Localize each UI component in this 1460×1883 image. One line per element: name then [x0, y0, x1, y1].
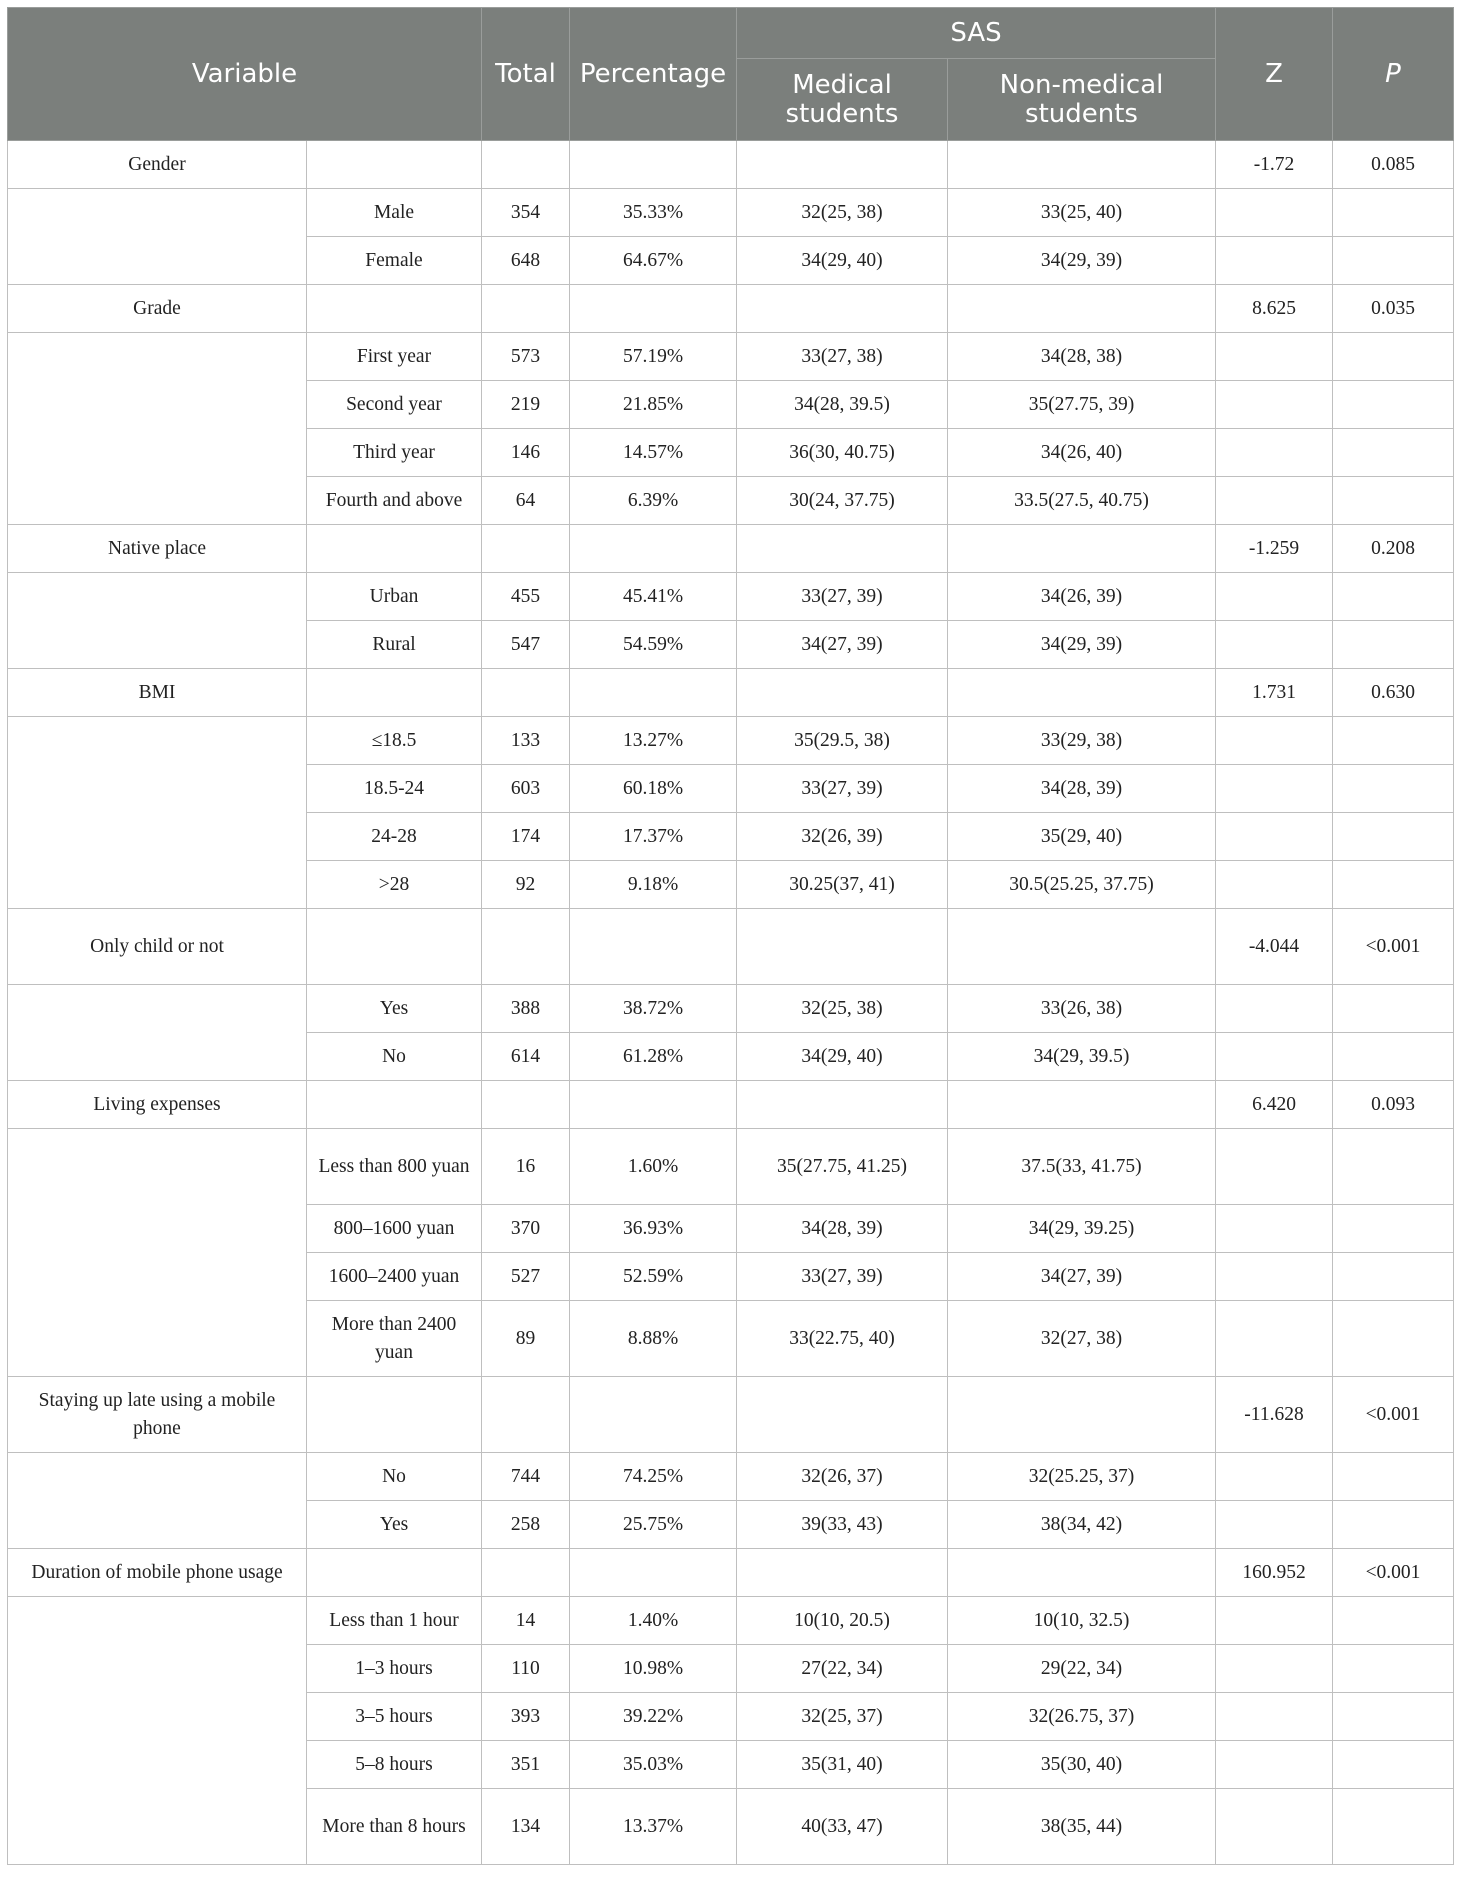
table-header: [8, 8, 1454, 141]
category-label: More than 2400 yuan: [307, 1301, 482, 1377]
total-cell: 92: [482, 861, 570, 909]
medical-sas-cell: 33(27, 38): [737, 333, 948, 381]
p-cell: [1333, 429, 1454, 477]
group-spacer-cell: [8, 717, 307, 909]
z-cell: [1216, 813, 1333, 861]
medical-sas-cell: 34(28, 39): [737, 1205, 948, 1253]
total-cell: 547: [482, 621, 570, 669]
category-label: Third year: [307, 429, 482, 477]
total-cell: 64: [482, 477, 570, 525]
nonmedical-sas-cell: 35(29, 40): [948, 813, 1216, 861]
nonmedical-sas-cell: 32(26.75, 37): [948, 1693, 1216, 1741]
percentage-cell: 64.67%: [570, 237, 737, 285]
category-label: Second year: [307, 381, 482, 429]
medical-sas-cell: 30(24, 37.75): [737, 477, 948, 525]
table-row: [8, 1597, 1454, 1645]
nonmedical-sas-cell: 35(30, 40): [948, 1741, 1216, 1789]
total-cell: 16: [482, 1129, 570, 1205]
p-cell: [1333, 813, 1454, 861]
total-cell: 603: [482, 765, 570, 813]
category-label: 1600–2400 yuan: [307, 1253, 482, 1301]
nonmedical-sas-cell: 38(34, 42): [948, 1501, 1216, 1549]
total-cell: 219: [482, 381, 570, 429]
nonmedical-sas-cell: 34(26, 40): [948, 429, 1216, 477]
medical-sas-cell: 32(25, 37): [737, 1693, 948, 1741]
nonmedical-sas-cell: 34(28, 38): [948, 333, 1216, 381]
z-cell: [1216, 333, 1333, 381]
group-row: [8, 141, 1454, 189]
header-medical-students: Medical students: [737, 59, 948, 141]
z-value: -1.72: [1216, 141, 1333, 189]
nonmedical-sas-cell: 33(29, 38): [948, 717, 1216, 765]
total-cell: 388: [482, 985, 570, 1033]
total-cell: 258: [482, 1501, 570, 1549]
nonmedical-sas-cell: 10(10, 32.5): [948, 1597, 1216, 1645]
group-label: Gender: [8, 141, 307, 189]
empty-cell: [948, 1549, 1216, 1597]
medical-sas-cell: 35(29.5, 38): [737, 717, 948, 765]
medical-sas-cell: 35(27.75, 41.25): [737, 1129, 948, 1205]
empty-cell: [570, 285, 737, 333]
p-value: 0.093: [1333, 1081, 1454, 1129]
empty-cell: [307, 1549, 482, 1597]
z-cell: [1216, 1693, 1333, 1741]
medical-sas-cell: 34(29, 40): [737, 1033, 948, 1081]
z-cell: [1216, 429, 1333, 477]
empty-cell: [570, 1377, 737, 1453]
nonmedical-sas-cell: 32(27, 38): [948, 1301, 1216, 1377]
empty-cell: [570, 1081, 737, 1129]
total-cell: 146: [482, 429, 570, 477]
p-value: <0.001: [1333, 909, 1454, 985]
nonmedical-sas-cell: 34(28, 39): [948, 765, 1216, 813]
empty-cell: [482, 141, 570, 189]
nonmedical-sas-cell: 34(29, 39): [948, 237, 1216, 285]
p-cell: [1333, 1741, 1454, 1789]
category-label: More than 8 hours: [307, 1789, 482, 1865]
p-cell: [1333, 1789, 1454, 1865]
percentage-cell: 36.93%: [570, 1205, 737, 1253]
nonmedical-sas-cell: 35(27.75, 39): [948, 381, 1216, 429]
category-label: Yes: [307, 1501, 482, 1549]
group-spacer-cell: [8, 573, 307, 669]
nonmedical-sas-cell: 34(29, 39.5): [948, 1033, 1216, 1081]
z-value: 6.420: [1216, 1081, 1333, 1129]
p-value: <0.001: [1333, 1377, 1454, 1453]
empty-cell: [737, 1377, 948, 1453]
empty-cell: [570, 141, 737, 189]
medical-sas-cell: 27(22, 34): [737, 1645, 948, 1693]
category-label: Male: [307, 189, 482, 237]
group-row: [8, 909, 1454, 985]
total-cell: 744: [482, 1453, 570, 1501]
percentage-cell: 14.57%: [570, 429, 737, 477]
header-non-medical-students: Non-medical students: [948, 59, 1216, 141]
medical-sas-cell: 10(10, 20.5): [737, 1597, 948, 1645]
z-cell: [1216, 1033, 1333, 1081]
percentage-cell: 17.37%: [570, 813, 737, 861]
z-cell: [1216, 237, 1333, 285]
percentage-cell: 45.41%: [570, 573, 737, 621]
nonmedical-sas-cell: 34(27, 39): [948, 1253, 1216, 1301]
percentage-cell: 25.75%: [570, 1501, 737, 1549]
empty-cell: [737, 669, 948, 717]
category-label: No: [307, 1033, 482, 1081]
empty-cell: [307, 285, 482, 333]
empty-cell: [737, 1549, 948, 1597]
sas-table-container: [7, 7, 1453, 1865]
z-cell: [1216, 189, 1333, 237]
percentage-cell: 61.28%: [570, 1033, 737, 1081]
empty-cell: [307, 1081, 482, 1129]
nonmedical-sas-cell: 33.5(27.5, 40.75): [948, 477, 1216, 525]
empty-cell: [948, 909, 1216, 985]
nonmedical-sas-cell: 38(35, 44): [948, 1789, 1216, 1865]
empty-cell: [482, 669, 570, 717]
empty-cell: [307, 669, 482, 717]
empty-cell: [948, 1081, 1216, 1129]
medical-sas-cell: 32(26, 37): [737, 1453, 948, 1501]
z-cell: [1216, 621, 1333, 669]
z-value: -1.259: [1216, 525, 1333, 573]
nonmedical-sas-cell: 34(29, 39.25): [948, 1205, 1216, 1253]
p-cell: [1333, 1253, 1454, 1301]
empty-cell: [737, 525, 948, 573]
empty-cell: [948, 285, 1216, 333]
medical-sas-cell: 34(28, 39.5): [737, 381, 948, 429]
category-label: 3–5 hours: [307, 1693, 482, 1741]
table-row: [8, 189, 1454, 237]
nonmedical-sas-cell: 37.5(33, 41.75): [948, 1129, 1216, 1205]
group-row: [8, 1549, 1454, 1597]
z-cell: [1216, 985, 1333, 1033]
total-cell: 614: [482, 1033, 570, 1081]
medical-sas-cell: 34(29, 40): [737, 237, 948, 285]
p-cell: [1333, 189, 1454, 237]
empty-cell: [737, 909, 948, 985]
p-value: <0.001: [1333, 1549, 1454, 1597]
category-label: Female: [307, 237, 482, 285]
group-label: Living expenses: [8, 1081, 307, 1129]
empty-cell: [570, 909, 737, 985]
p-cell: [1333, 621, 1454, 669]
percentage-cell: 57.19%: [570, 333, 737, 381]
nonmedical-sas-cell: 32(25.25, 37): [948, 1453, 1216, 1501]
group-label: Grade: [8, 285, 307, 333]
empty-cell: [570, 525, 737, 573]
total-cell: 89: [482, 1301, 570, 1377]
group-label: Native place: [8, 525, 307, 573]
total-cell: 370: [482, 1205, 570, 1253]
p-cell: [1333, 1597, 1454, 1645]
z-value: 160.952: [1216, 1549, 1333, 1597]
z-cell: [1216, 573, 1333, 621]
table-body: [8, 141, 1454, 1865]
empty-cell: [482, 909, 570, 985]
nonmedical-sas-cell: 33(25, 40): [948, 189, 1216, 237]
p-cell: [1333, 1501, 1454, 1549]
category-label: Less than 800 yuan: [307, 1129, 482, 1205]
p-value: 0.035: [1333, 285, 1454, 333]
empty-cell: [482, 525, 570, 573]
p-value: 0.208: [1333, 525, 1454, 573]
nonmedical-sas-cell: 34(29, 39): [948, 621, 1216, 669]
empty-cell: [948, 141, 1216, 189]
p-cell: [1333, 1693, 1454, 1741]
percentage-cell: 1.40%: [570, 1597, 737, 1645]
z-cell: [1216, 717, 1333, 765]
header-variable: Variable: [8, 8, 482, 141]
p-cell: [1333, 1645, 1454, 1693]
p-cell: [1333, 985, 1454, 1033]
group-row: [8, 1377, 1454, 1453]
group-label: Staying up late using a mobile phone: [8, 1377, 307, 1453]
nonmedical-sas-cell: 29(22, 34): [948, 1645, 1216, 1693]
nonmedical-sas-cell: 33(26, 38): [948, 985, 1216, 1033]
z-cell: [1216, 1597, 1333, 1645]
group-row: [8, 1081, 1454, 1129]
z-cell: [1216, 1789, 1333, 1865]
empty-cell: [737, 1081, 948, 1129]
z-cell: [1216, 1129, 1333, 1205]
p-value: 0.630: [1333, 669, 1454, 717]
total-cell: 134: [482, 1789, 570, 1865]
total-cell: 648: [482, 237, 570, 285]
percentage-cell: 8.88%: [570, 1301, 737, 1377]
medical-sas-cell: 32(25, 38): [737, 985, 948, 1033]
p-cell: [1333, 477, 1454, 525]
p-cell: [1333, 1453, 1454, 1501]
z-value: 1.731: [1216, 669, 1333, 717]
header-z: Z: [1216, 8, 1333, 141]
z-cell: [1216, 1645, 1333, 1693]
p-cell: [1333, 333, 1454, 381]
z-cell: [1216, 1253, 1333, 1301]
empty-cell: [482, 1377, 570, 1453]
nonmedical-sas-cell: 34(26, 39): [948, 573, 1216, 621]
empty-cell: [948, 669, 1216, 717]
total-cell: 110: [482, 1645, 570, 1693]
category-label: 18.5-24: [307, 765, 482, 813]
empty-cell: [307, 1377, 482, 1453]
category-label: No: [307, 1453, 482, 1501]
medical-sas-cell: 32(25, 38): [737, 189, 948, 237]
header-percentage: Percentage: [570, 8, 737, 141]
total-cell: 354: [482, 189, 570, 237]
percentage-cell: 60.18%: [570, 765, 737, 813]
p-cell: [1333, 765, 1454, 813]
group-label: Duration of mobile phone usage: [8, 1549, 307, 1597]
medical-sas-cell: 33(22.75, 40): [737, 1301, 948, 1377]
p-value: 0.085: [1333, 141, 1454, 189]
nonmedical-sas-cell: 30.5(25.25, 37.75): [948, 861, 1216, 909]
p-cell: [1333, 1033, 1454, 1081]
z-cell: [1216, 1205, 1333, 1253]
group-spacer-cell: [8, 985, 307, 1081]
group-spacer-cell: [8, 1453, 307, 1549]
category-label: Rural: [307, 621, 482, 669]
z-cell: [1216, 765, 1333, 813]
z-cell: [1216, 1741, 1333, 1789]
medical-sas-cell: 33(27, 39): [737, 1253, 948, 1301]
table-row: [8, 717, 1454, 765]
p-cell: [1333, 381, 1454, 429]
percentage-cell: 13.37%: [570, 1789, 737, 1865]
empty-cell: [307, 525, 482, 573]
percentage-cell: 52.59%: [570, 1253, 737, 1301]
percentage-cell: 10.98%: [570, 1645, 737, 1693]
z-value: -11.628: [1216, 1377, 1333, 1453]
category-label: 800–1600 yuan: [307, 1205, 482, 1253]
total-cell: 133: [482, 717, 570, 765]
category-label: Yes: [307, 985, 482, 1033]
medical-sas-cell: 39(33, 43): [737, 1501, 948, 1549]
percentage-cell: 54.59%: [570, 621, 737, 669]
percentage-cell: 35.33%: [570, 189, 737, 237]
table-row: [8, 985, 1454, 1033]
empty-cell: [307, 141, 482, 189]
percentage-cell: 6.39%: [570, 477, 737, 525]
z-value: -4.044: [1216, 909, 1333, 985]
total-cell: 174: [482, 813, 570, 861]
group-row: [8, 669, 1454, 717]
empty-cell: [737, 285, 948, 333]
percentage-cell: 1.60%: [570, 1129, 737, 1205]
empty-cell: [948, 1377, 1216, 1453]
total-cell: 14: [482, 1597, 570, 1645]
group-label: Only child or not: [8, 909, 307, 985]
empty-cell: [482, 1549, 570, 1597]
z-cell: [1216, 1301, 1333, 1377]
group-spacer-cell: [8, 189, 307, 285]
empty-cell: [737, 141, 948, 189]
medical-sas-cell: 33(27, 39): [737, 765, 948, 813]
percentage-cell: 38.72%: [570, 985, 737, 1033]
header-sas: SAS: [737, 8, 1216, 59]
medical-sas-cell: 35(31, 40): [737, 1741, 948, 1789]
percentage-cell: 39.22%: [570, 1693, 737, 1741]
percentage-cell: 35.03%: [570, 1741, 737, 1789]
total-cell: 351: [482, 1741, 570, 1789]
medical-sas-cell: 40(33, 47): [737, 1789, 948, 1865]
category-label: Less than 1 hour: [307, 1597, 482, 1645]
z-value: 8.625: [1216, 285, 1333, 333]
table-row: [8, 333, 1454, 381]
p-cell: [1333, 717, 1454, 765]
table-row: [8, 573, 1454, 621]
table-row: [8, 1453, 1454, 1501]
percentage-cell: 9.18%: [570, 861, 737, 909]
z-cell: [1216, 477, 1333, 525]
category-label: 1–3 hours: [307, 1645, 482, 1693]
percentage-cell: 21.85%: [570, 381, 737, 429]
z-cell: [1216, 381, 1333, 429]
medical-sas-cell: 36(30, 40.75): [737, 429, 948, 477]
total-cell: 527: [482, 1253, 570, 1301]
empty-cell: [570, 1549, 737, 1597]
z-cell: [1216, 1453, 1333, 1501]
empty-cell: [570, 669, 737, 717]
group-spacer-cell: [8, 1597, 307, 1865]
total-cell: 455: [482, 573, 570, 621]
group-row: [8, 285, 1454, 333]
category-label: 24-28: [307, 813, 482, 861]
empty-cell: [948, 525, 1216, 573]
group-spacer-cell: [8, 333, 307, 525]
medical-sas-cell: 33(27, 39): [737, 573, 948, 621]
z-cell: [1216, 1501, 1333, 1549]
category-label: Urban: [307, 573, 482, 621]
percentage-cell: 13.27%: [570, 717, 737, 765]
medical-sas-cell: 30.25(37, 41): [737, 861, 948, 909]
group-row: [8, 525, 1454, 573]
empty-cell: [307, 909, 482, 985]
p-cell: [1333, 237, 1454, 285]
p-cell: [1333, 1301, 1454, 1377]
category-label: First year: [307, 333, 482, 381]
p-cell: [1333, 861, 1454, 909]
header-total: Total: [482, 8, 570, 141]
category-label: ≤18.5: [307, 717, 482, 765]
percentage-cell: 74.25%: [570, 1453, 737, 1501]
sas-table: [7, 7, 1454, 1865]
category-label: Fourth and above: [307, 477, 482, 525]
medical-sas-cell: 34(27, 39): [737, 621, 948, 669]
total-cell: 393: [482, 1693, 570, 1741]
group-label: BMI: [8, 669, 307, 717]
table-row: [8, 1129, 1454, 1205]
empty-cell: [482, 1081, 570, 1129]
category-label: >28: [307, 861, 482, 909]
medical-sas-cell: 32(26, 39): [737, 813, 948, 861]
empty-cell: [482, 285, 570, 333]
p-cell: [1333, 1129, 1454, 1205]
z-cell: [1216, 861, 1333, 909]
total-cell: 573: [482, 333, 570, 381]
header-p: P: [1333, 8, 1454, 141]
p-cell: [1333, 573, 1454, 621]
group-spacer-cell: [8, 1129, 307, 1377]
p-cell: [1333, 1205, 1454, 1253]
category-label: 5–8 hours: [307, 1741, 482, 1789]
